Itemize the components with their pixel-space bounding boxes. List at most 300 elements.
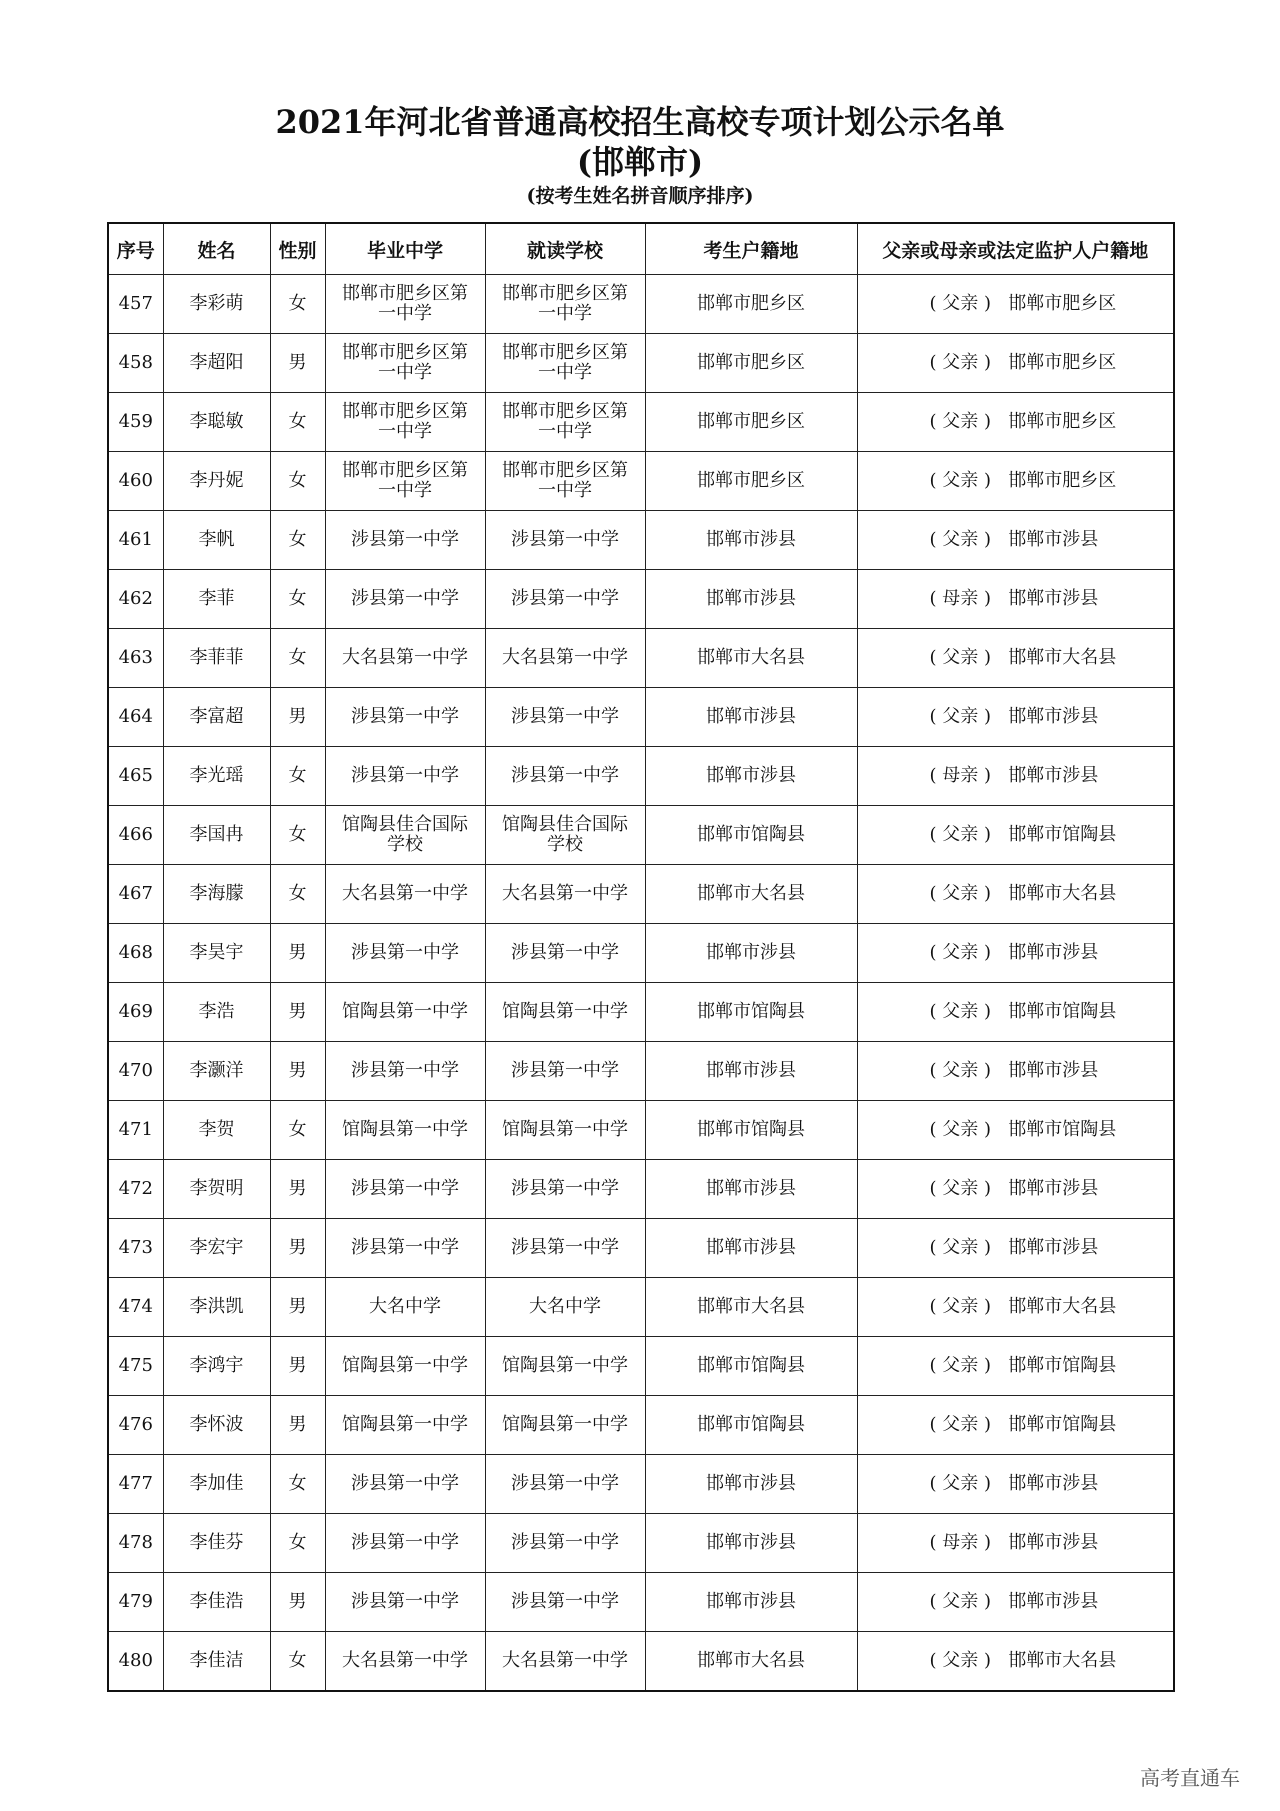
grad-school-cell (325, 275, 485, 334)
table-row (108, 570, 1174, 629)
document-title: 2021年河北省普通高校招生高校专项计划公示名单 (275, 103, 1005, 141)
grad-school-cell (325, 1632, 485, 1692)
parent-hukou: 邯郸市馆陶县 (1008, 1001, 1117, 1022)
parent-hukou-cell (857, 747, 1174, 806)
name-cell: 李灏洋 (163, 1042, 270, 1101)
grad-school-cell (325, 865, 485, 924)
current-school-cell-text: 馆陶县第一中学 (502, 1355, 628, 1376)
grad-school-cell-text: 邯郸市肥乡区第一中学 (342, 401, 468, 442)
name-cell: 李浩 (163, 983, 270, 1042)
grad-school-cell (325, 1455, 485, 1514)
name-cell: 李超阳 (163, 334, 270, 393)
table-row (108, 629, 1174, 688)
parent-hukou: 邯郸市涉县 (1008, 1060, 1099, 1081)
table-row (108, 334, 1174, 393)
parent-relation: ( 父亲 ) (929, 647, 991, 668)
current-school-cell (485, 1514, 645, 1573)
table-row (108, 983, 1174, 1042)
parent-hukou: 邯郸市肥乡区 (1008, 352, 1117, 373)
hukou-cell: 邯郸市涉县 (645, 511, 857, 570)
grad-school-cell (325, 1573, 485, 1632)
header-gender: 性别 (270, 223, 325, 275)
watermark: 高考直通车 (1140, 1766, 1240, 1790)
grad-school-cell (325, 393, 485, 452)
parent-hukou: 邯郸市涉县 (1008, 706, 1099, 727)
serial-cell: 468 (108, 924, 163, 983)
serial-cell: 479 (108, 1573, 163, 1632)
gender-cell: 男 (270, 1396, 325, 1455)
current-school-cell (485, 393, 645, 452)
name-cell: 李怀波 (163, 1396, 270, 1455)
grad-school-cell-text: 馆陶县佳合国际学校 (342, 814, 468, 855)
table-row (108, 511, 1174, 570)
gender-cell: 男 (270, 334, 325, 393)
gender-cell: 女 (270, 747, 325, 806)
serial-cell: 472 (108, 1160, 163, 1219)
table-row (108, 865, 1174, 924)
current-school-cell-text: 涉县第一中学 (511, 942, 619, 963)
current-school-cell (485, 688, 645, 747)
serial-cell: 470 (108, 1042, 163, 1101)
grad-school-cell (325, 452, 485, 511)
name-cell: 李菲菲 (163, 629, 270, 688)
gender-cell: 男 (270, 688, 325, 747)
current-school-cell-text: 大名县第一中学 (502, 883, 628, 904)
table-row (108, 1278, 1174, 1337)
name-cell: 李帆 (163, 511, 270, 570)
parent-hukou: 邯郸市馆陶县 (1008, 1355, 1117, 1376)
parent-hukou-cell (857, 688, 1174, 747)
grad-school-cell (325, 1396, 485, 1455)
current-school-cell (485, 1042, 645, 1101)
header-name: 姓名 (163, 223, 270, 275)
grad-school-cell (325, 1278, 485, 1337)
parent-relation: ( 母亲 ) (929, 588, 991, 609)
serial-cell: 460 (108, 452, 163, 511)
current-school-cell-text: 大名县第一中学 (502, 647, 628, 668)
gender-cell: 女 (270, 452, 325, 511)
table-row (108, 1396, 1174, 1455)
parent-hukou: 邯郸市大名县 (1008, 1650, 1117, 1671)
gender-cell: 女 (270, 1514, 325, 1573)
current-school-cell (485, 1396, 645, 1455)
table-row (108, 1632, 1174, 1692)
hukou-cell: 邯郸市肥乡区 (645, 334, 857, 393)
gender-cell: 女 (270, 629, 325, 688)
serial-cell: 473 (108, 1219, 163, 1278)
parent-hukou: 邯郸市馆陶县 (1008, 824, 1117, 845)
parent-hukou: 邯郸市大名县 (1008, 1296, 1117, 1317)
hukou-cell: 邯郸市馆陶县 (645, 1337, 857, 1396)
current-school-cell (485, 747, 645, 806)
current-school-cell-text: 涉县第一中学 (511, 706, 619, 727)
grad-school-cell-text: 馆陶县第一中学 (342, 1001, 468, 1022)
hukou-cell: 邯郸市涉县 (645, 688, 857, 747)
hukou-cell: 邯郸市涉县 (645, 1573, 857, 1632)
parent-hukou: 邯郸市肥乡区 (1008, 411, 1117, 432)
current-school-cell (485, 806, 645, 865)
header-parent-hukou: 父亲或母亲或法定监护人户籍地 (857, 223, 1174, 275)
parent-hukou: 邯郸市大名县 (1008, 883, 1117, 904)
parent-hukou: 邯郸市涉县 (1008, 1591, 1099, 1612)
grad-school-cell (325, 629, 485, 688)
gender-cell: 男 (270, 1573, 325, 1632)
grad-school-cell (325, 1101, 485, 1160)
current-school-cell (485, 570, 645, 629)
hukou-cell: 邯郸市大名县 (645, 1278, 857, 1337)
table-row (108, 452, 1174, 511)
gender-cell: 女 (270, 570, 325, 629)
serial-cell: 476 (108, 1396, 163, 1455)
parent-hukou-cell (857, 1396, 1174, 1455)
name-cell: 李菲 (163, 570, 270, 629)
parent-relation: ( 父亲 ) (929, 293, 991, 314)
serial-cell: 467 (108, 865, 163, 924)
grad-school-cell-text: 涉县第一中学 (351, 1178, 459, 1199)
parent-relation: ( 父亲 ) (929, 411, 991, 432)
name-cell: 李贺 (163, 1101, 270, 1160)
hukou-cell: 邯郸市肥乡区 (645, 393, 857, 452)
gender-cell: 女 (270, 275, 325, 334)
parent-hukou: 邯郸市肥乡区 (1008, 293, 1117, 314)
table-row (108, 1455, 1174, 1514)
grad-school-cell-text: 馆陶县第一中学 (342, 1414, 468, 1435)
grad-school-cell (325, 570, 485, 629)
name-cell: 李昊宇 (163, 924, 270, 983)
header-serial: 序号 (108, 223, 163, 275)
hukou-cell: 邯郸市涉县 (645, 570, 857, 629)
parent-relation: ( 父亲 ) (929, 1060, 991, 1081)
hukou-cell: 邯郸市大名县 (645, 1632, 857, 1692)
parent-hukou-cell (857, 452, 1174, 511)
current-school-cell-text: 涉县第一中学 (511, 588, 619, 609)
current-school-cell (485, 1337, 645, 1396)
current-school-cell-text: 馆陶县第一中学 (502, 1001, 628, 1022)
name-cell: 李洪凯 (163, 1278, 270, 1337)
serial-cell: 469 (108, 983, 163, 1042)
serial-cell: 463 (108, 629, 163, 688)
parent-hukou-cell (857, 1160, 1174, 1219)
hukou-cell: 邯郸市大名县 (645, 629, 857, 688)
parent-relation: ( 父亲 ) (929, 1119, 991, 1140)
name-cell: 李富超 (163, 688, 270, 747)
parent-hukou: 邯郸市涉县 (1008, 1532, 1099, 1553)
grad-school-cell (325, 1514, 485, 1573)
hukou-cell: 邯郸市涉县 (645, 924, 857, 983)
current-school-cell (485, 983, 645, 1042)
grad-school-cell-text: 涉县第一中学 (351, 1060, 459, 1081)
grad-school-cell (325, 1160, 485, 1219)
parent-hukou-cell (857, 1455, 1174, 1514)
name-cell: 李佳浩 (163, 1573, 270, 1632)
hukou-cell: 邯郸市涉县 (645, 1219, 857, 1278)
current-school-cell (485, 865, 645, 924)
current-school-cell (485, 452, 645, 511)
name-cell: 李海朦 (163, 865, 270, 924)
hukou-cell: 邯郸市肥乡区 (645, 275, 857, 334)
gender-cell: 男 (270, 1219, 325, 1278)
document-subtitle: (邯郸市) (576, 143, 704, 181)
grad-school-cell-text: 涉县第一中学 (351, 588, 459, 609)
parent-hukou: 邯郸市涉县 (1008, 1473, 1099, 1494)
table-row (108, 806, 1174, 865)
current-school-cell (485, 1632, 645, 1692)
hukou-cell: 邯郸市馆陶县 (645, 983, 857, 1042)
grad-school-cell (325, 334, 485, 393)
gender-cell: 男 (270, 983, 325, 1042)
table-row (108, 1337, 1174, 1396)
name-cell: 李加佳 (163, 1455, 270, 1514)
name-cell: 李宏宇 (163, 1219, 270, 1278)
table-row (108, 1160, 1174, 1219)
parent-relation: ( 母亲 ) (929, 1532, 991, 1553)
table-row (108, 393, 1174, 452)
grad-school-cell (325, 747, 485, 806)
parent-hukou-cell (857, 865, 1174, 924)
current-school-cell-text: 涉县第一中学 (511, 1237, 619, 1258)
name-cell: 李丹妮 (163, 452, 270, 511)
current-school-cell (485, 629, 645, 688)
current-school-cell-text: 邯郸市肥乡区第一中学 (502, 342, 628, 383)
name-cell: 李国冉 (163, 806, 270, 865)
parent-hukou-cell (857, 1042, 1174, 1101)
grad-school-cell-text: 邯郸市肥乡区第一中学 (342, 342, 468, 383)
parent-relation: ( 父亲 ) (929, 1296, 991, 1317)
current-school-cell (485, 924, 645, 983)
gender-cell: 男 (270, 1160, 325, 1219)
parent-hukou-cell (857, 1101, 1174, 1160)
grad-school-cell (325, 806, 485, 865)
table-row (108, 747, 1174, 806)
parent-relation: ( 父亲 ) (929, 1355, 991, 1376)
parent-hukou-cell (857, 1632, 1174, 1692)
current-school-cell (485, 1219, 645, 1278)
current-school-cell-text: 馆陶县第一中学 (502, 1414, 628, 1435)
grad-school-cell-text: 涉县第一中学 (351, 1473, 459, 1494)
serial-cell: 477 (108, 1455, 163, 1514)
grad-school-cell (325, 1042, 485, 1101)
current-school-cell (485, 334, 645, 393)
table-row (108, 1219, 1174, 1278)
current-school-cell (485, 1278, 645, 1337)
current-school-cell-text: 涉县第一中学 (511, 1473, 619, 1494)
parent-hukou: 邯郸市涉县 (1008, 1178, 1099, 1199)
name-cell: 李佳洁 (163, 1632, 270, 1692)
current-school-cell (485, 511, 645, 570)
gender-cell: 男 (270, 1042, 325, 1101)
parent-hukou: 邯郸市涉县 (1008, 1237, 1099, 1258)
parent-hukou-cell (857, 393, 1174, 452)
parent-relation: ( 父亲 ) (929, 824, 991, 845)
grad-school-cell (325, 511, 485, 570)
header-current-school: 就读学校 (485, 223, 645, 275)
parent-hukou: 邯郸市大名县 (1008, 647, 1117, 668)
current-school-cell-text: 大名中学 (529, 1296, 601, 1317)
gender-cell: 男 (270, 1337, 325, 1396)
serial-cell: 464 (108, 688, 163, 747)
current-school-cell-text: 邯郸市肥乡区第一中学 (502, 283, 628, 324)
grad-school-cell-text: 涉县第一中学 (351, 529, 459, 550)
grad-school-cell-text: 邯郸市肥乡区第一中学 (342, 283, 468, 324)
serial-cell: 471 (108, 1101, 163, 1160)
gender-cell: 男 (270, 924, 325, 983)
serial-cell: 458 (108, 334, 163, 393)
current-school-cell (485, 1101, 645, 1160)
parent-hukou: 邯郸市馆陶县 (1008, 1414, 1117, 1435)
hukou-cell: 邯郸市涉县 (645, 1455, 857, 1514)
name-cell: 李彩萌 (163, 275, 270, 334)
parent-relation: ( 父亲 ) (929, 883, 991, 904)
table-row (108, 1101, 1174, 1160)
table-row (108, 688, 1174, 747)
serial-cell: 462 (108, 570, 163, 629)
parent-hukou-cell (857, 570, 1174, 629)
parent-hukou-cell (857, 1337, 1174, 1396)
parent-relation: ( 母亲 ) (929, 765, 991, 786)
serial-cell: 478 (108, 1514, 163, 1573)
serial-cell: 465 (108, 747, 163, 806)
parent-relation: ( 父亲 ) (929, 942, 991, 963)
table-header-row (108, 223, 1174, 275)
parent-relation: ( 父亲 ) (929, 706, 991, 727)
parent-hukou-cell (857, 1219, 1174, 1278)
name-cell: 李鸿宇 (163, 1337, 270, 1396)
parent-hukou-cell (857, 1278, 1174, 1337)
grad-school-cell-text: 大名县第一中学 (342, 883, 468, 904)
current-school-cell-text: 涉县第一中学 (511, 529, 619, 550)
parent-relation: ( 父亲 ) (929, 352, 991, 373)
grad-school-cell-text: 涉县第一中学 (351, 765, 459, 786)
parent-hukou: 邯郸市涉县 (1008, 529, 1099, 550)
gender-cell: 女 (270, 511, 325, 570)
hukou-cell: 邯郸市馆陶县 (645, 806, 857, 865)
grad-school-cell-text: 馆陶县第一中学 (342, 1355, 468, 1376)
grad-school-cell-text: 涉县第一中学 (351, 1591, 459, 1612)
gender-cell: 女 (270, 1632, 325, 1692)
table-row (108, 1573, 1174, 1632)
parent-hukou-cell (857, 275, 1174, 334)
parent-relation: ( 父亲 ) (929, 1414, 991, 1435)
grad-school-cell (325, 1219, 485, 1278)
current-school-cell-text: 邯郸市肥乡区第一中学 (502, 460, 628, 501)
grad-school-cell (325, 924, 485, 983)
parent-hukou-cell (857, 629, 1174, 688)
serial-cell: 466 (108, 806, 163, 865)
parent-hukou: 邯郸市肥乡区 (1008, 470, 1117, 491)
hukou-cell: 邯郸市涉县 (645, 1160, 857, 1219)
gender-cell: 女 (270, 806, 325, 865)
header-hukou: 考生户籍地 (645, 223, 857, 275)
current-school-cell-text: 涉县第一中学 (511, 1532, 619, 1553)
grad-school-cell-text: 大名县第一中学 (342, 647, 468, 668)
name-cell: 李光瑶 (163, 747, 270, 806)
parent-hukou-cell (857, 1514, 1174, 1573)
parent-hukou: 邯郸市馆陶县 (1008, 1119, 1117, 1140)
gender-cell: 男 (270, 1278, 325, 1337)
gender-cell: 女 (270, 393, 325, 452)
current-school-cell (485, 1455, 645, 1514)
grad-school-cell (325, 688, 485, 747)
current-school-cell-text: 馆陶县第一中学 (502, 1119, 628, 1140)
parent-hukou-cell (857, 806, 1174, 865)
serial-cell: 474 (108, 1278, 163, 1337)
grad-school-cell-text: 涉县第一中学 (351, 1237, 459, 1258)
parent-hukou-cell (857, 1573, 1174, 1632)
current-school-cell (485, 275, 645, 334)
name-cell: 李贺明 (163, 1160, 270, 1219)
serial-cell: 475 (108, 1337, 163, 1396)
gender-cell: 女 (270, 1101, 325, 1160)
parent-relation: ( 父亲 ) (929, 529, 991, 550)
gender-cell: 女 (270, 1455, 325, 1514)
current-school-cell-text: 涉县第一中学 (511, 1591, 619, 1612)
header-grad-school: 毕业中学 (325, 223, 485, 275)
hukou-cell: 邯郸市肥乡区 (645, 452, 857, 511)
roster-table (107, 222, 1175, 1692)
hukou-cell: 邯郸市馆陶县 (645, 1396, 857, 1455)
current-school-cell-text: 大名县第一中学 (502, 1650, 628, 1671)
hukou-cell: 邯郸市涉县 (645, 747, 857, 806)
grad-school-cell-text: 涉县第一中学 (351, 706, 459, 727)
serial-cell: 457 (108, 275, 163, 334)
current-school-cell-text: 涉县第一中学 (511, 1060, 619, 1081)
table-row (108, 924, 1174, 983)
table-row (108, 1042, 1174, 1101)
current-school-cell-text: 涉县第一中学 (511, 1178, 619, 1199)
serial-cell: 461 (108, 511, 163, 570)
name-cell: 李聪敏 (163, 393, 270, 452)
grad-school-cell-text: 馆陶县第一中学 (342, 1119, 468, 1140)
table-row (108, 275, 1174, 334)
parent-relation: ( 父亲 ) (929, 1591, 991, 1612)
name-cell: 李佳芬 (163, 1514, 270, 1573)
parent-relation: ( 父亲 ) (929, 1001, 991, 1022)
current-school-cell (485, 1573, 645, 1632)
current-school-cell (485, 1160, 645, 1219)
hukou-cell: 邯郸市涉县 (645, 1514, 857, 1573)
parent-hukou-cell (857, 924, 1174, 983)
table-row (108, 1514, 1174, 1573)
grad-school-cell-text: 邯郸市肥乡区第一中学 (342, 460, 468, 501)
current-school-cell-text: 涉县第一中学 (511, 765, 619, 786)
grad-school-cell (325, 1337, 485, 1396)
parent-hukou-cell (857, 511, 1174, 570)
grad-school-cell-text: 涉县第一中学 (351, 1532, 459, 1553)
grad-school-cell-text: 涉县第一中学 (351, 942, 459, 963)
current-school-cell-text: 邯郸市肥乡区第一中学 (502, 401, 628, 442)
parent-hukou: 邯郸市涉县 (1008, 588, 1099, 609)
current-school-cell-text: 馆陶县佳合国际学校 (502, 814, 628, 855)
grad-school-cell-text: 大名县第一中学 (342, 1650, 468, 1671)
parent-relation: ( 父亲 ) (929, 1473, 991, 1494)
parent-hukou: 邯郸市涉县 (1008, 942, 1099, 963)
parent-hukou: 邯郸市涉县 (1008, 765, 1099, 786)
parent-hukou-cell (857, 334, 1174, 393)
hukou-cell: 邯郸市涉县 (645, 1042, 857, 1101)
parent-hukou-cell (857, 983, 1174, 1042)
serial-cell: 480 (108, 1632, 163, 1692)
serial-cell: 459 (108, 393, 163, 452)
parent-relation: ( 父亲 ) (929, 470, 991, 491)
hukou-cell: 邯郸市馆陶县 (645, 1101, 857, 1160)
grad-school-cell (325, 983, 485, 1042)
gender-cell: 女 (270, 865, 325, 924)
parent-relation: ( 父亲 ) (929, 1650, 991, 1671)
grad-school-cell-text: 大名中学 (369, 1296, 441, 1317)
hukou-cell: 邯郸市大名县 (645, 865, 857, 924)
parent-relation: ( 父亲 ) (929, 1237, 991, 1258)
sort-note: (按考生姓名拼音顺序排序) (526, 185, 754, 207)
